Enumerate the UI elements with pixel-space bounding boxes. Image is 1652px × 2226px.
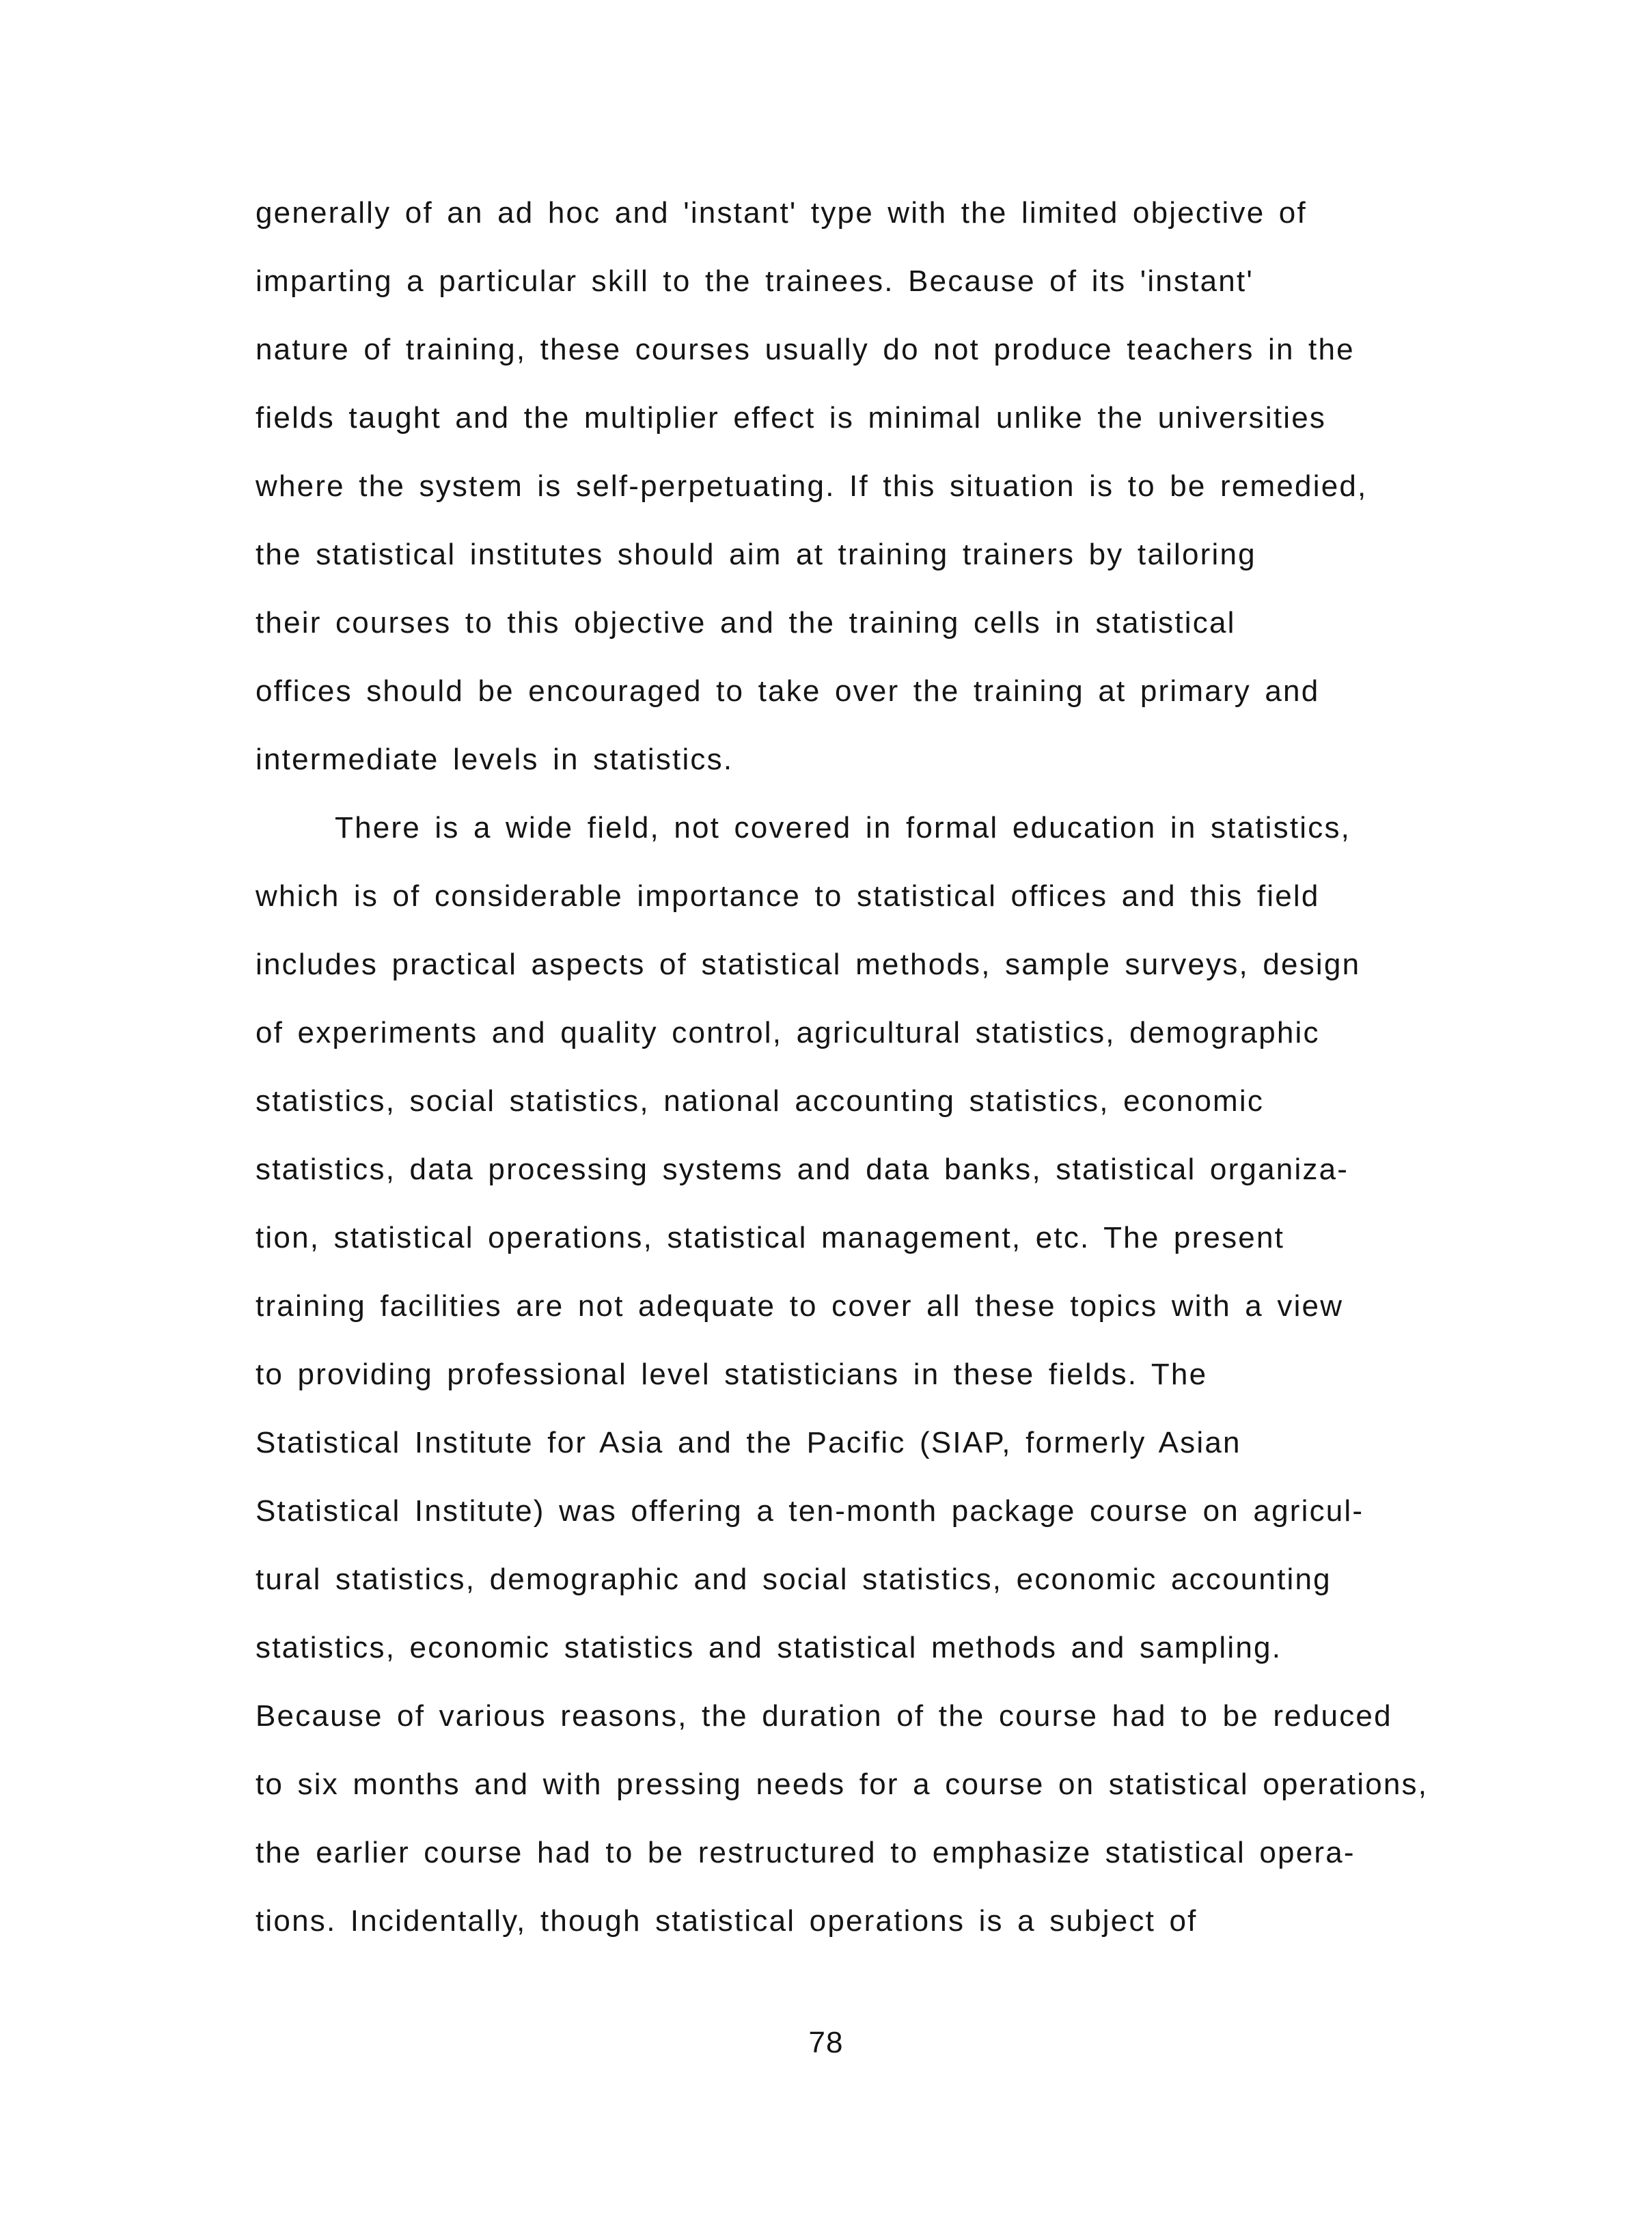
text-line: Because of various reasons, the duration of the course had to be reduced — [256, 1699, 1392, 1733]
text-line: fields taught and the multiplier effect is minimal unlike the universities — [256, 401, 1327, 435]
text-line: to providing professional level statisticians in these fields. The — [256, 1358, 1208, 1391]
text-line: training facilities are not adequate to cover all these topics with a view — [256, 1289, 1344, 1323]
text-line: tural statistics, demographic and social statistics, economic accounting — [256, 1563, 1332, 1596]
text-line: the earlier course had to be restructured to emphasize statistical opera- — [256, 1836, 1355, 1869]
text-line: statistics, economic statistics and statistical methods and sampling. — [256, 1631, 1282, 1664]
text-line: of experiments and quality control, agricultural statistics, demographic — [256, 1016, 1320, 1049]
text-line: Statistical Institute for Asia and the Pacific (SIAP, formerly Asian — [256, 1426, 1241, 1459]
text-line: imparting a particular skill to the trainees. Because of its 'instant' — [256, 264, 1254, 298]
text-line: tions. Incidentally, though statistical operations is a subject of — [256, 1904, 1198, 1938]
text-line: nature of training, these courses usually do not produce teachers in the — [256, 333, 1355, 366]
text-line: to six months and with pressing needs for a course on statistical operations, — [256, 1768, 1429, 1801]
text-line: which is of considerable importance to statistical offices and this field — [256, 879, 1320, 913]
paragraph-start-line: There is a wide field, not covered in formal education in statistics, — [335, 811, 1351, 844]
page-number: 78 — [808, 2026, 844, 2059]
text-line: their courses to this objective and the training cells in statistical — [256, 606, 1236, 640]
text-line: where the system is self-perpetuating. If this situation is to be remedied, — [256, 469, 1368, 503]
body-text — [256, 179, 1554, 1955]
text-line: generally of an ad hoc and 'instant' type with the limited objective of — [256, 196, 1307, 230]
text-line: intermediate levels in statistics. — [256, 743, 734, 776]
text-line: offices should be encouraged to take over the training at primary and — [256, 674, 1320, 708]
text-line: includes practical aspects of statistical methods, sample surveys, design — [256, 948, 1361, 981]
text-line: statistics, social statistics, national accounting statistics, economic — [256, 1084, 1265, 1118]
text-line: tion, statistical operations, statistical management, etc. The present — [256, 1221, 1285, 1254]
text-line: the statistical institutes should aim at training trainers by tailoring — [256, 538, 1256, 571]
text-line: statistics, data processing systems and data banks, statistical organiza- — [256, 1153, 1349, 1186]
text-line: Statistical Institute) was offering a ten-month package course on agricul- — [256, 1494, 1364, 1528]
